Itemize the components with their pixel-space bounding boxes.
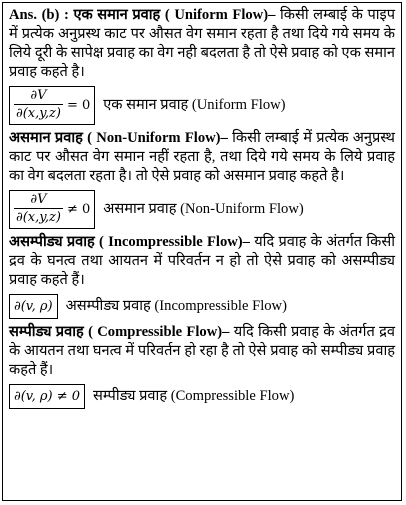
non-uniform-flow-paragraph bbox=[9, 129, 395, 186]
uniform-flow-relation: = 0 bbox=[66, 98, 91, 113]
incompressible-flow-formula-row bbox=[9, 294, 395, 319]
non-uniform-flow-numerator: ∂V bbox=[30, 192, 47, 207]
uniform-flow-denominator: ∂(x,y,z) bbox=[16, 106, 61, 121]
incompressible-flow-title-hi: असम्पीड्य प्रवाह bbox=[9, 234, 95, 250]
answer-card bbox=[2, 2, 402, 501]
non-uniform-flow-title-en: ( Non-Uniform Flow)– bbox=[87, 130, 228, 146]
non-uniform-flow-relation: ≠ 0 bbox=[66, 202, 91, 217]
incompressible-flow-title-en: ( Incompressible Flow)– bbox=[99, 234, 250, 250]
incompressible-flow-formula-label: असम्पीड्य प्रवाह (Incompressible Flow) bbox=[65, 298, 287, 314]
uniform-flow-fraction bbox=[14, 88, 63, 123]
compressible-flow-title-hi: सम्पीड्य प्रवाह bbox=[9, 324, 84, 340]
uniform-flow-numerator: ∂V bbox=[30, 88, 47, 103]
non-uniform-flow-denominator: ∂(x,y,z) bbox=[16, 210, 61, 225]
incompressible-flow-formula: ∂(v, ρ) bbox=[9, 294, 58, 319]
non-uniform-flow-title-hi: असमान प्रवाह bbox=[9, 130, 83, 146]
compressible-flow-title-en: ( Compressible Flow)– bbox=[88, 324, 230, 340]
non-uniform-flow-formula-label: असमान प्रवाह (Non-Uniform Flow) bbox=[103, 201, 304, 217]
non-uniform-flow-fraction bbox=[14, 192, 63, 227]
compressible-flow-formula-row bbox=[9, 384, 395, 409]
uniform-flow-title-hi: एक समान प्रवाह bbox=[73, 7, 161, 23]
incompressible-flow-paragraph bbox=[9, 233, 395, 290]
compressible-flow-formula-label: सम्पीड्य प्रवाह (Compressible Flow) bbox=[93, 388, 295, 404]
incompressible-flow-text: यदि प्रवाह के अंतर्गत किसी द्रव के घनत्व तथा आयतन में परिवर्तन न हो तो ऐसे प्रवाह को असम्पीड्य प्रवाह कहते हैं। bbox=[9, 234, 395, 288]
non-uniform-flow-formula bbox=[9, 190, 95, 229]
non-uniform-flow-formula-row bbox=[9, 190, 395, 229]
uniform-flow-paragraph bbox=[9, 6, 395, 82]
uniform-flow-formula-label: एक समान प्रवाह (Uniform Flow) bbox=[103, 97, 286, 113]
uniform-flow-formula bbox=[9, 86, 95, 125]
non-uniform-flow-text: किसी लम्बाई में प्रत्येक अनुप्रस्थ काट पर औसत वेग समान नहीं रहता है, तथा दिये गये समय के लिये प्रवाह का वेग बदलता रहता है। तो ऐसे प्रवाह को असमान प्रवाह कहते है। bbox=[9, 130, 395, 184]
compressible-flow-formula: ∂(v, ρ) ≠ 0 bbox=[9, 384, 85, 409]
compressible-flow-paragraph bbox=[9, 323, 395, 380]
compressible-flow-text: यदि किसी प्रवाह के अंतर्गत द्रव के आयतन तथा घनत्व में परिवर्तन हो रहा है तो ऐसे प्रवाह को सम्पीड्य प्रवाह कहते हैं। bbox=[9, 324, 396, 378]
uniform-flow-formula-row bbox=[9, 86, 395, 125]
uniform-flow-title-en: ( Uniform Flow)– bbox=[164, 7, 276, 23]
answer-label: Ans. (b) : bbox=[9, 7, 69, 23]
uniform-flow-text: किसी लम्बाई के पाइप में प्रत्येक अनुप्रस्थ काट पर औसत वेग समान रहता है तथा दिये गये समय के लिये दूरी के सापेक्ष प्रवाह का वेग नही बदलता है तो ऐसे प्रवाह को एक समान प्रवाह कहते है। bbox=[9, 7, 395, 80]
